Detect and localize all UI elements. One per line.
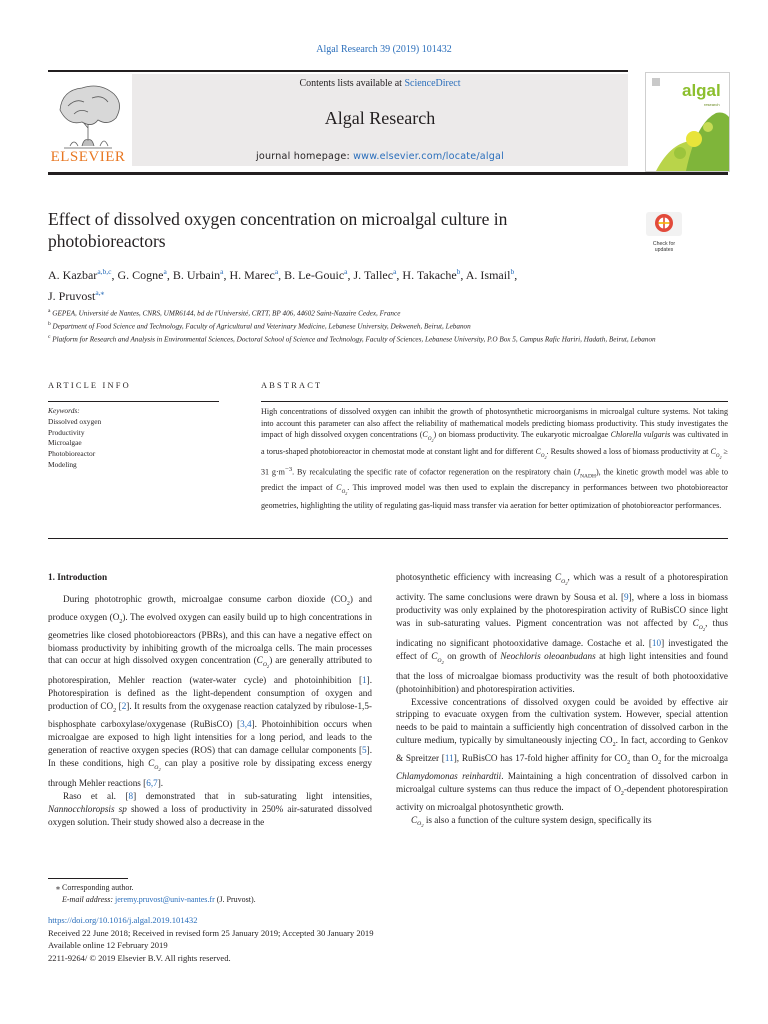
citation-link[interactable]: 8 (128, 790, 134, 801)
citation-link[interactable]: 6,7 (146, 777, 158, 788)
author-affiliation-mark[interactable]: a (163, 267, 167, 276)
author-separator: , (396, 268, 403, 282)
author-affiliation-mark[interactable]: b (456, 267, 461, 276)
email-suffix: (J. Pruvost). (214, 895, 256, 904)
journal-reference-link[interactable]: Algal Research 39 (2019) 101432 (316, 44, 452, 55)
cover-title: algal (682, 81, 721, 100)
author[interactable]: G. Cogne (117, 268, 164, 282)
abstract-bottom-rule (48, 538, 728, 539)
crossmark-icon (646, 212, 682, 236)
abstract-fragment: . By recalculating the specific rate of cofactor regeneration on the respiratory chain ( (292, 467, 577, 477)
email-link[interactable]: jeremy.pruvost@univ-nantes.fr (115, 895, 215, 904)
c-o2-symbol: $C_{O_2}$ (710, 447, 722, 460)
header-top-rule (48, 70, 628, 72)
article-info-heading: ARTICLE INFO (48, 381, 131, 390)
paragraph: Excessive concentrations of dissolved oxygen could be avoided by effective air stripping to evacuate oxygen from the cultivation system. However, special attention needs to be paid to maintain a sufficiently high concentration of dissolved carbon in the culture medium, typically by simultaneously injecting $CO_2$. In fact, according to Genkov & Spreitzer [11], RuBisCO has 17-fold higher affinity for $CO_2$ than $O_2$ for the microalga Chlamydomonas reinhardtii. Maintaining a high concentration of dissolved carbon in microalgal culture systems can thus reduce the impact of $O_2$-dependent photorespiration activity on microalgal photosynthetic growth. (396, 696, 729, 812)
citation-link[interactable]: 2 (121, 701, 127, 712)
author-affiliation-mark[interactable]: a (220, 267, 224, 276)
journal-title: Algal Research (324, 108, 436, 128)
body-column-left (48, 593, 372, 829)
cover-subtitle: research (704, 102, 720, 107)
abstract-fragment: ≥ 31 g·m (261, 447, 728, 477)
author-separator: , (514, 268, 518, 282)
keywords-block (48, 406, 219, 471)
author-separator: , (111, 268, 118, 282)
affiliation-text: Platform for Research and Analysis in Environmental Sciences, Doctoral School of Science and Technology, Faculty of Sciences, Lebanese University, P.O Box 5, Campus Rafic Hariri, Hadath, Beirut, Lebanon (52, 335, 656, 344)
paragraph: $C_{O_2}$ is also a function of the culture system design, specifically its (411, 814, 652, 829)
author[interactable]: J. Tallec (353, 268, 394, 282)
c-o2-symbol: $C_{O_2}$ (555, 572, 568, 586)
author-separator: , (347, 268, 354, 282)
author[interactable]: A. Ismail (465, 268, 511, 282)
citation-link[interactable]: 5 (362, 744, 367, 755)
author[interactable]: A. Kazbar (48, 268, 98, 282)
author-separator: , (278, 268, 285, 282)
article-title-line2: photobioreactors (48, 231, 166, 251)
abstract-fragment: was cultivated in a torus-shaped photobioreactor in chemostat mode at constant light and for different (261, 430, 729, 457)
crossmark-label-line1: Check for (652, 241, 676, 247)
abstract-fragment: ) on biomass productivity. The eukaryotic microalgae (433, 430, 611, 440)
author-separator: , (223, 268, 230, 282)
journal-homepage-line (132, 151, 628, 162)
publication-info (48, 914, 374, 964)
citation-link[interactable]: 10 (651, 637, 662, 648)
sciencedirect-link[interactable]: ScienceDirect (404, 78, 461, 89)
citation-link[interactable]: 11 (444, 753, 454, 764)
author[interactable]: H. Takache (402, 268, 457, 282)
paragraph: photosynthetic efficiency with increasing $C_{O_2}$, which was a result of a photorespiration activity. The same conclusions were drawn by Sousa et al. [9], where a loss in biomass productivity was only explained by the photorespiration activity of RuBisCO since light was in sub-saturating values. Pigment concentration was not affected by $C_{O_2}$, thus indicating no significant photooxidative damage. Costache et al. [10] investigated the effect of $C_{O_2}$ on growth of Neochloris oleoanbudans at high light intensities and found that the loss of microalgae biomass productivity was the result of both photooxidative (photoinhibition) and photorespiration activities. (396, 572, 728, 694)
species-name: Nannocchloropsis sp (48, 803, 127, 814)
c-o2-symbol: $C_{O_2}$ (148, 757, 161, 772)
author-affiliation-mark[interactable]: a (274, 267, 279, 276)
contents-lists-line (132, 78, 628, 89)
c-o2-symbol: $C_{O_2}$ (692, 617, 706, 632)
email-label: E-mail address: (62, 895, 116, 904)
keyword[interactable]: Microalgae (48, 438, 82, 448)
corresponding-author-note: ⁎ Corresponding author. (56, 883, 134, 892)
homepage-prefix: journal homepage: (256, 151, 354, 162)
received-dates: Received 22 June 2018; Received in revised form 25 January 2019; Accepted 30 January 2019 (48, 927, 374, 938)
available-online: Available online 12 February 2019 (48, 940, 168, 951)
check-for-updates-badge[interactable] (646, 212, 682, 253)
article-title (48, 208, 628, 252)
keywords-label: Keywords: (48, 406, 80, 415)
citation-link[interactable]: 1 (362, 675, 367, 686)
footnote-rule (48, 878, 128, 879)
header-bottom-rule (48, 172, 728, 175)
citation-link[interactable]: 9 (624, 591, 629, 602)
journal-cover-thumbnail[interactable] (645, 72, 730, 172)
c-o2-symbol: $C_{O_2}$ (411, 814, 424, 829)
article-info-rule (48, 401, 219, 402)
citation-link[interactable]: 3,4 (240, 719, 252, 730)
affiliation-list (48, 306, 728, 345)
author-affiliation-mark[interactable]: b (510, 267, 515, 276)
keyword[interactable]: Productivity (48, 427, 85, 437)
corresponding-author-footnote (48, 882, 256, 906)
article-title-line1: Effect of dissolved oxygen concentration on microalgal culture in (48, 209, 508, 229)
keyword[interactable]: Photobioreactor (48, 449, 96, 459)
abstract-fragment: . Results showed a loss of biomass productivity at (546, 447, 711, 457)
c-o2-symbol: $C_{O_2}$ (535, 447, 547, 460)
crossmark-label-line2: updates (654, 247, 674, 253)
crossmark-label (646, 241, 682, 253)
affiliation-mark: a (48, 308, 51, 314)
affiliation (48, 332, 728, 345)
affiliation-text: GEPEA, Université de Nantes, CNRS, UMR6144, bd de l'Université, CRTT, BP 406, 44602 Saint-Nazaire Cedex, France (52, 309, 401, 318)
abstract-fragment: High concentrations of dissolved oxygen can inhibit the growth of photosynthetic microorganisms in microalgal culture systems. Not taking into account this parameter can also affect the reliability of mathematical models predicting biomass productivity. This study investigates the impact of high dissolved oxygen concentrations ( (261, 407, 728, 440)
author-affiliation-mark[interactable]: a (344, 267, 348, 276)
author-list (48, 263, 708, 305)
c-o2-symbol: $C_{O_2}$ (256, 655, 270, 670)
c-o2-symbol: $C_{O_2}$ (422, 430, 434, 443)
contents-prefix: Contents lists available at (299, 78, 405, 89)
unit-exponent: −3 (284, 465, 293, 473)
c-o2-symbol: $C_{O_2}$ (336, 483, 348, 497)
keyword[interactable]: Modeling (48, 459, 77, 469)
paragraph: During phototrophic growth, microalgae consume carbon dioxide $(CO_2)$ and produce oxygen $(O_2)$. The evolved oxygen can easily build up to high concentrations in geometries like closed photobioreactors (PBRs), and this can have a negative effect on biomass productivity by inhibiting growth of the microalga cells. The main processes that can occur at high dissolved oxygen concentration $(C_{O_2})$ are generally attributed to photorespiration, Mehler reaction (water-water cycle) and photoinhibition [1]. Photorespiration is defined as the light-dependent consumption of oxygen and production of $CO_2$ [2]. It results from the oxygenase reaction catalyzed by ribulose-1,5-bisphosphate carboxylase/oxygenase (RuBisCO) [3,4]. Photoinhibition occurs when microalgae are exposed to high light intensities for a long period, and leads to the generation of reactive oxygen species (ROS) that can damage cellular components [5]. In these conditions, high $C_{O_2}$ can play a positive role by dissipating excess energy through Mehler reactions [6,7]. (48, 594, 372, 788)
j-nadh-subscript: NADH (580, 472, 596, 479)
section-heading-introduction: 1. Introduction (48, 572, 108, 582)
body-column-right (396, 571, 728, 834)
abstract-fragment: . This improved model was then used to explain the discrepancy in performances between two photobioreactor geometries, highlighting the utility of regulating gas-liquid mass transfer via aeration for better optimization of photobioreactor performances. (261, 483, 728, 510)
abstract-rule (261, 401, 728, 402)
author-separator: , (460, 268, 466, 282)
author-affiliation-mark[interactable]: a,b,c (97, 267, 112, 276)
email-line (48, 894, 256, 906)
keyword[interactable]: Dissolved oxygen (48, 416, 102, 426)
abstract-heading: ABSTRACT (261, 381, 323, 390)
author-affiliation-mark[interactable]: a (393, 267, 397, 276)
author[interactable]: B. Urbain (172, 268, 221, 282)
species-name: Chlamydomonas reinhardtii (396, 770, 502, 781)
copyright-line: 2211-9264/ © 2019 Elsevier B.V. All rights reserved. (48, 952, 231, 963)
paragraph: Raso et al. [8] demonstrated that in sub-saturating light intensities, Nannocchloropsis sp showed a loss of productivity in 250% air-saturated dissolved oxygen solution. Their study showed also a decrease in the (48, 790, 372, 827)
species-name: Chlorella vulgaris (610, 430, 671, 440)
affiliation (48, 319, 728, 332)
affiliation-mark: c (48, 333, 51, 340)
species-name: Neochloris oleoanbudans (500, 650, 596, 661)
affiliation-mark: b (48, 320, 51, 327)
homepage-link[interactable]: www.elsevier.com/locate/algal (353, 151, 504, 162)
abstract-fragment: ), the kinetic growth model was able to predict the impact of (261, 467, 728, 493)
affiliation (48, 306, 728, 319)
doi-link[interactable]: https://doi.org/10.1016/j.algal.2019.101432 (48, 915, 198, 925)
c-o2-symbol: $C_{O_2}$ (431, 650, 444, 665)
author[interactable]: H. Marec (229, 268, 275, 282)
j-nadh-symbol: J (576, 467, 581, 477)
author[interactable]: B. Le-Gouic (284, 268, 345, 282)
author-separator: , (166, 268, 173, 282)
author[interactable]: J. Pruvost (48, 289, 96, 303)
affiliation-text: Department of Food Science and Technology, Faculty of Agricultural and Veterinary Medicine, Lebanese University, Dekweneh, Beirut, Lebanon (52, 322, 471, 331)
elsevier-wordmark: ELSEVIER (50, 149, 126, 165)
abstract-text (261, 406, 728, 511)
author-affiliation-mark[interactable]: a,⁎ (95, 288, 105, 297)
